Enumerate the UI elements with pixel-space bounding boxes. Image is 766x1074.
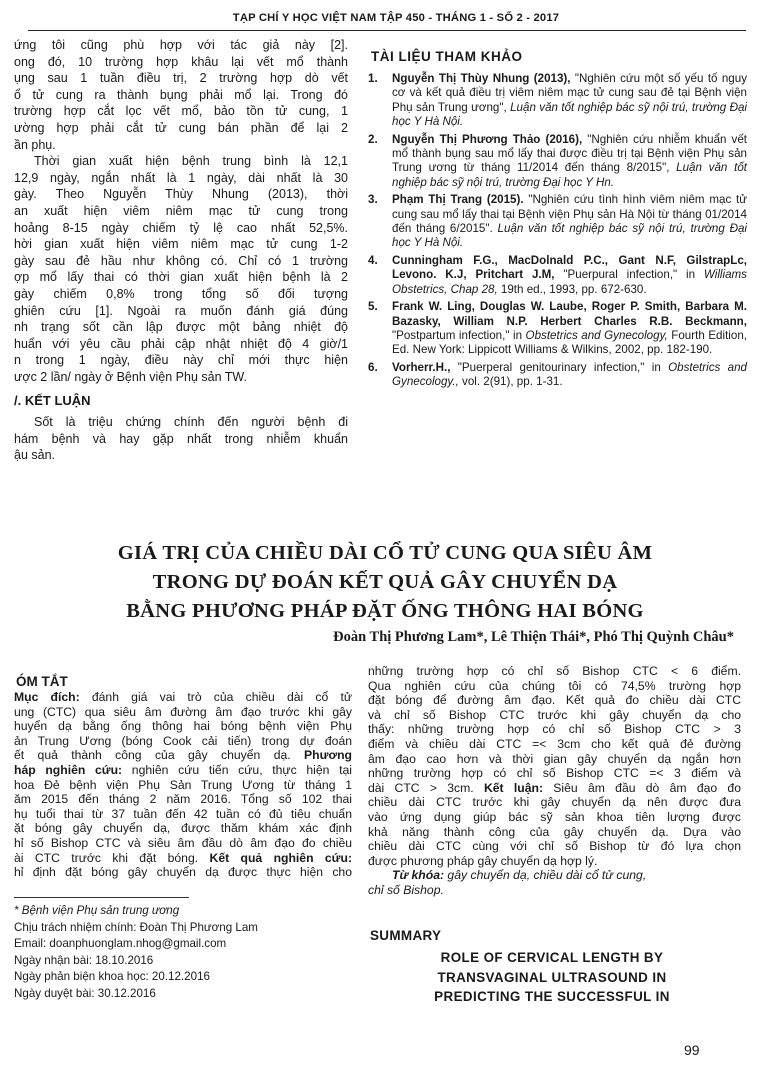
reference-authors: Cunningham F.G., MacDolnald P.C., Gant N.F, GilstrapLc, Levono. K.J, Pritchart J.M, <box>392 253 747 282</box>
title-line: GIÁ TRỊ CỦA CHIỀU DÀI CỔ TỬ CUNG QUA SIÊU ÂM <box>117 542 653 564</box>
reference-item <box>364 254 747 297</box>
text-line: gày chiếm 0,8% trong tổng số đối tượng <box>14 286 348 301</box>
text-line: n trong 1 ngày, điều này chỉ mới thực hiện <box>14 353 348 368</box>
abstract-line: hoa Đẻ bệnh viện Phụ Sản Trung Ương từ tháng 1 <box>14 777 352 792</box>
reference-number: 4. <box>368 253 378 267</box>
reference-source: Luận văn tốt nghiệp bác sỹ nội trú, trường Đại học Y Hà Nội. <box>392 100 747 129</box>
abstract-line: ản Trung Ương (bóng Cook cải tiến) trong dự đoán <box>14 733 352 748</box>
text-line: 12,9 ngày, ngắn nhất là 1 ngày, dài nhất là 30 <box>14 170 348 185</box>
reference-number: 6. <box>368 360 378 374</box>
footnote-reviewed: Ngày phản biện khoa học: 20.12.2016 <box>14 970 210 984</box>
reference-text: "Nghiên cứu nhiễm khuẩn vết mổ thành bụng sau mổ lấy thai được điều trị tại Bệnh viện Phụ sản Trung ương từ tháng 11/2014 đến tháng 8/2015", <box>392 132 748 175</box>
abstract-line: Mục đích: đánh giá vai trò của chiều dài cổ tử <box>14 690 352 704</box>
intro-paragraph-2-body <box>14 170 348 386</box>
abstract-heading: ÓM TẮT <box>16 674 68 689</box>
abstract-line: Qua nghiên cứu của chúng tôi có 74,5% trường hợp <box>368 678 741 693</box>
references-list <box>364 72 747 393</box>
text-line: ường hợp phải cắt tử cung bán phần để lại 2 <box>14 120 348 135</box>
reference-authors: Nguyễn Thị Thùy Nhung (2013), <box>392 72 571 85</box>
footnote-accepted: Ngày duyệt bài: 30.12.2016 <box>14 986 156 1000</box>
reference-item <box>364 133 747 191</box>
reference-source: Luận văn tốt nghiệp bác sỹ nội trú, trường Đại học Y Hn. <box>392 161 747 189</box>
text-line: ợp mổ lấy thai có thời gian xuất hiện bệnh là 2 <box>14 270 348 285</box>
text-line: nh trạng sốt cần lập được một bảng nhiệt độ <box>14 320 348 335</box>
reference-authors: Frank W. Ling, Douglas W. Laube, Roger P. Smith, Barbara M. Bazasky, William N.P. Herbert Charles R.B. Beckmann, <box>392 300 747 328</box>
summary-title-line: PREDICTING THE SUCCESSFUL IN <box>434 989 670 1004</box>
reference-text: "Nghiên cứu một số yếu tố nguy cơ và kết quả điều trị viêm niêm mạc tử cung sau đẻ tại Bệnh viện Phụ sản Trung ương", <box>392 72 747 114</box>
title-line: BẰNG PHƯƠNG PHÁP ĐẶT ỐNG THÔNG HAI BÓNG <box>126 600 644 622</box>
text-line: trường hợp cắt lọc vết mổ, bảo tồn tử cung, 1 <box>14 104 348 119</box>
abstract-line: khả năng thành công của gây chuyển dạ. Dựa vào <box>368 824 741 839</box>
summary-title-line: ROLE OF CERVICAL LENGTH BY <box>440 950 664 965</box>
abstract-line: đặt bóng để đường âm đạo. Kết quả đo chiều dài CTC <box>368 693 741 708</box>
footnote-affiliation: * Bệnh viện Phụ sản trung ương <box>14 904 180 917</box>
abstract-line: âm đạo cao hơn và thời gian gây chuyển dạ ngắn hơn <box>368 751 741 766</box>
reference-tail: Fourth Edition, Ed. New York: Lippicott Williams & Wilkins, 2002, pp. 182-190. <box>392 328 747 357</box>
reference-text: "Nghiên cứu tình hình viêm niêm mạc tử cung sau mổ lấy thai tại Bệnh viện Phụ sản Hà Nội từ tháng 01/2014 đến tháng 6/2015". <box>392 193 748 236</box>
footnote-received: Ngày nhận bài: 18.10.2016 <box>14 953 154 967</box>
reference-item <box>364 193 747 251</box>
abstract-line: ung (CTC) qua siêu âm đường âm đạo trước khi gây <box>14 704 352 719</box>
text-line: hám bệnh và hay gặp nhất trong nhiễm khuẩn <box>14 431 348 446</box>
text-line: huẩn với yêu cầu phải cập nhật nhiệt độ 4 giờ/1 <box>14 336 348 351</box>
abstract-line: những trường hợp có chỉ số Bishop CTC < 6 điểm. <box>368 664 741 678</box>
text-line: an xuất hiện viêm niêm mạc tử cung trong <box>14 203 348 218</box>
reference-source: Obstetrics and Gynecology, <box>522 328 668 342</box>
reference-number: 2. <box>368 132 378 146</box>
keywords-text: chỉ số Bishop. <box>368 882 444 897</box>
text-line: ghiên cứu [1]. Ngoài ra muốn đánh giá đúng <box>14 303 348 318</box>
text-line: ong đó, 10 trường hợp khâu lại vết mổ thành <box>14 54 348 69</box>
abstract-left-column <box>14 690 352 880</box>
article-title <box>40 539 730 626</box>
abstract-line: hỉ định đặt bóng gây chuyển dạ được thực hiện cho <box>14 865 352 880</box>
reference-source: Obstetrics and Gynecology., <box>392 360 747 389</box>
abstract-line: được phương pháp gây chuyển dạ hợp lý. <box>368 853 598 868</box>
reference-authors: Phạm Thị Trang (2015). <box>392 193 524 207</box>
reference-item <box>364 72 747 130</box>
text-line: ần phụ. <box>14 137 56 152</box>
abstract-right-column <box>368 664 741 898</box>
text-line: hoảng 8-15 ngày chiếm tỷ lệ cao nhất 52,5%. <box>14 220 348 235</box>
reference-authors: Vorherr.H., <box>392 360 451 374</box>
text-line: ổ tử cung ra thành bụng phải mổ lại. Trong đó <box>14 87 348 102</box>
title-line: TRONG DỰ ĐOÁN KẾT QUẢ GÂY CHUYỂN DẠ <box>152 571 618 593</box>
abstract-line: ết quả thành công của gây chuyển dạ. Phương <box>14 748 352 763</box>
reference-number: 3. <box>368 193 378 207</box>
text-line: gày. Theo Nguyễn Thùy Nhung (2013), thời <box>14 187 348 202</box>
footnotes <box>14 903 344 1003</box>
footnote-corresponding: Chịu trách nhiệm chính: Đoàn Thị Phương Lam <box>14 920 258 934</box>
reference-authors: Nguyễn Thị Phương Thảo (2016), <box>392 132 583 146</box>
intro-column <box>14 37 348 464</box>
intro-paragraph-2 <box>14 153 348 170</box>
references-title: TÀI LIỆU THAM KHẢO <box>371 49 523 64</box>
reference-text: "Postpartum infection," in <box>392 328 523 342</box>
abstract-line: chiều dài CTC trước khi gây chuyển dạ nên được đưa <box>368 795 741 810</box>
conclusion-heading: /. KẾT LUẬN <box>14 393 91 409</box>
abstract-line: thấy: những trường hợp có chỉ số Bishop CTC > 3 <box>368 722 741 737</box>
reference-source: Williams Obstetrics, Chap 28, <box>392 268 747 296</box>
abstract-line: điểm và chiều dài CTC =< 3cm cho kết quả đẻ đường <box>368 736 741 751</box>
reference-number: 1. <box>368 72 378 85</box>
keywords-text: gây chuyển dạ, chiều dài cổ tử cung, <box>444 868 647 883</box>
page-number: 99 <box>684 1042 700 1058</box>
abstract-line: vào ứng dụng giúp bác sỹ sản khoa tiên lượng được <box>368 809 741 824</box>
reference-text: "Puerpural infection," in <box>554 268 696 282</box>
abstract-line: ặt bóng gây chuyển dạ, được thăm khám xác định <box>14 821 352 836</box>
abstract-line: ăm 2015 đến tháng 2 năm 2016. Tổng số 102 thai <box>14 792 352 807</box>
journal-header: TẠP CHÍ Y HỌC VIỆT NAM TẬP 450 - THÁNG 1 - SỐ 2 - 2017 <box>232 12 560 24</box>
header-rule <box>28 30 746 31</box>
abstract-line: hụ tuổi thai từ 37 tuần đến 42 tuần có đủ tiêu chuẩn <box>14 806 352 821</box>
footnote-rule <box>14 897 189 898</box>
text-line: Sốt là triệu chứng chính đến người bệnh đi <box>34 415 348 430</box>
conclusion-paragraph <box>14 414 348 464</box>
footnote-email: Email: doanphuonglam.nhog@gmail.com <box>14 937 227 951</box>
text-line: ứng tôi cũng phù hợp với tác giả này [2]. <box>14 38 348 52</box>
reference-source: Luận văn tốt nghiệp bác sỹ nội trú, trường Đại học Y Hà Nội. <box>392 222 747 250</box>
abstract-line: háp nghiên cứu: nghiên cứu tiến cứu, thực hiện tại <box>14 762 352 777</box>
text-line: gày sau đẻ hầu như không có. Chỉ có 1 trường <box>14 253 348 268</box>
abstract-line: chiều dài CTC cùng với chỉ số Bishop từ đó lựa chọn <box>368 839 741 854</box>
summary-title <box>372 948 732 1007</box>
intro-paragraph-1 <box>14 37 348 153</box>
abstract-line: dài CTC > 3cm. Kết luận: Siêu âm đầu dò âm đạo đo <box>368 780 741 795</box>
text-line: hời gian xuất hiện viêm niêm mạc tử cung 1-2 <box>14 237 348 252</box>
summary-title-line: TRANSVAGINAL ULTRASOUND IN <box>437 969 667 985</box>
reference-item <box>364 300 747 358</box>
text-line: ậu sản. <box>14 448 56 463</box>
abstract-line: huyển dạ bằng ống thông hai bóng bệnh viện Phụ <box>14 719 352 734</box>
reference-number: 5. <box>368 300 378 314</box>
abstract-line: ài CTC trước khi đặt bóng. Kết quả nghiên cứu: <box>14 850 352 865</box>
abstract-line: những trường hợp có chỉ số Bishop CTC =< 3 điểm và <box>368 766 741 781</box>
text-line: Thời gian xuất hiện bệnh trung bình là 12,1 <box>34 154 348 169</box>
abstract-line: hỉ số Bishop CTC và siêu âm đầu dò âm đạo đo chiều <box>14 835 352 850</box>
summary-heading: SUMMARY <box>370 928 442 943</box>
text-line: ược 2 lần/ ngày ở Bệnh viện Phụ sản TW. <box>14 369 247 384</box>
keywords-line <box>368 868 741 883</box>
reference-tail: vol. 2(91), pp. 1-31. <box>458 375 563 389</box>
article-authors: Đoàn Thị Phương Lam*, Lê Thiện Thái*, Phó Thị Quỳnh Châu* <box>333 629 734 645</box>
abstract-line: và chỉ số Bishop CTC trước khi gây chuyển dạ cho <box>368 707 741 722</box>
text-line: ụng sau 1 tuần điều trị, 2 trường hợp dò vết <box>14 71 348 86</box>
reference-item <box>364 361 747 390</box>
reference-tail: 19th ed., 1993, pp. 672-630. <box>497 282 647 296</box>
reference-text: "Puerperal genitourinary infection," in <box>450 360 661 374</box>
keywords-label: Từ khóa: <box>392 868 445 883</box>
